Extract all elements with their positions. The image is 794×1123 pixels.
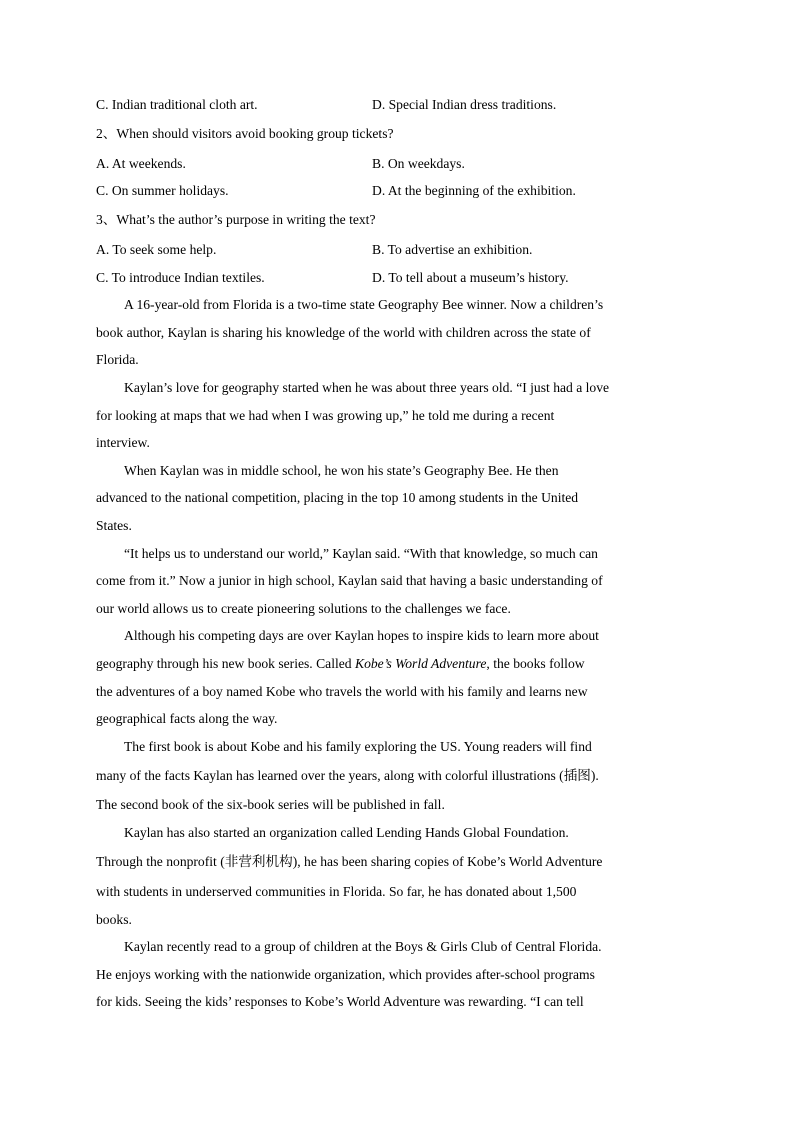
- paragraph-line: A 16-year-old from Florida is a two-time state Geography Bee winner. Now a children’s: [124, 297, 604, 312]
- paragraph-line: Kaylan has also started an organization called Lending Hands Global Foundation.: [124, 825, 569, 840]
- paragraph-line: When Kaylan was in middle school, he won his state’s Geography Bee. He then: [124, 463, 559, 478]
- q1-option-c: C. Indian traditional cloth art.: [96, 97, 258, 112]
- paragraph-line-with-title: [96, 655, 585, 673]
- paragraph-line: Kaylan recently read to a group of children at the Boys & Girls Club of Central Florida.: [124, 939, 602, 954]
- paragraph-line: States.: [96, 518, 132, 533]
- paragraph-line: our world allows us to create pioneering solutions to the challenges we face.: [96, 601, 511, 616]
- q2-option-c: C. On summer holidays.: [96, 183, 229, 198]
- paragraph-text: geography through his new book series. Called: [96, 656, 355, 671]
- paragraph-line: geographical facts along the way.: [96, 711, 278, 726]
- q3-option-c: C. To introduce Indian textiles.: [96, 270, 265, 285]
- book-title: Kobe’s World Adventure: [355, 656, 487, 671]
- q2-options-row-cd: [0, 182, 794, 200]
- paragraph-line: many of the facts Kaylan has learned over the years, along with colorful illustrations (插图).: [96, 768, 599, 783]
- q2-option-b: B. On weekdays.: [372, 156, 465, 171]
- paragraph-line: books.: [96, 912, 132, 927]
- q3-options-row-ab: [0, 241, 794, 259]
- paragraph-line: Through the nonprofit (非营利机构), he has been sharing copies of Kobe’s World Adventure: [96, 854, 603, 869]
- q1-options-row-cd: [0, 96, 794, 114]
- paragraph-line: Kaylan’s love for geography started when he was about three years old. “I just had a love: [124, 380, 610, 395]
- q2-options-row-ab: [0, 155, 794, 173]
- paragraph-line: “It helps us to understand our world,” Kaylan said. “With that knowledge, so much can: [124, 546, 598, 561]
- q2-option-a: A. At weekends.: [96, 156, 186, 171]
- paragraph-line: The first book is about Kobe and his family exploring the US. Young readers will find: [124, 739, 592, 754]
- q1-option-d: D. Special Indian dress traditions.: [372, 97, 557, 112]
- paragraph-line: come from it.” Now a junior in high school, Kaylan said that having a basic understanding of: [96, 573, 603, 588]
- paragraph-line: He enjoys working with the nationwide organization, which provides after-school programs: [96, 967, 595, 982]
- paragraph-text: , the books follow: [486, 656, 585, 671]
- q3-question: 3、What’s the author’s purpose in writing the text?: [96, 212, 376, 227]
- paragraph-line: book author, Kaylan is sharing his knowledge of the world with children across the state of: [96, 325, 591, 340]
- paragraph-line: Although his competing days are over Kaylan hopes to inspire kids to learn more about: [124, 628, 599, 643]
- paragraph-line: The second book of the six-book series will be published in fall.: [96, 797, 445, 812]
- q3-option-b: B. To advertise an exhibition.: [372, 242, 533, 257]
- q2-option-d: D. At the beginning of the exhibition.: [372, 183, 576, 198]
- paragraph-line: with students in underserved communities in Florida. So far, he has donated about 1,500: [96, 884, 577, 899]
- paragraph-line: the adventures of a boy named Kobe who travels the world with his family and learns new: [96, 684, 588, 699]
- q2-question: 2、When should visitors avoid booking group tickets?: [96, 126, 394, 141]
- paragraph-line: advanced to the national competition, placing in the top 10 among students in the United: [96, 490, 579, 505]
- paragraph-line: for looking at maps that we had when I was growing up,” he told me during a recent: [96, 408, 555, 423]
- paragraph-line: Florida.: [96, 352, 139, 367]
- q3-options-row-cd: [0, 269, 794, 287]
- paragraph-line: interview.: [96, 435, 150, 450]
- paragraph-line: for kids. Seeing the kids’ responses to Kobe’s World Adventure was rewarding. “I can tell: [96, 994, 584, 1009]
- q3-option-d: D. To tell about a museum’s history.: [372, 270, 569, 285]
- q3-option-a: A. To seek some help.: [96, 242, 217, 257]
